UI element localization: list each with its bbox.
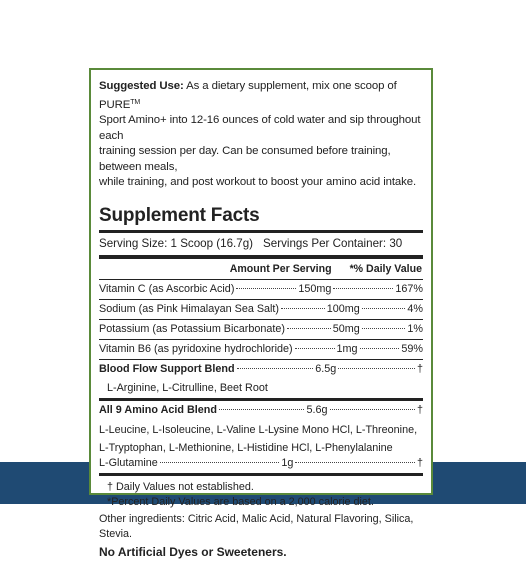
suggested-use-label: Suggested Use: xyxy=(99,80,184,92)
suggested-use-line3: training session per day. Can be consumed before training, between meals, xyxy=(99,145,391,173)
amino-blend-row xyxy=(99,401,423,420)
nutrient-name: Potassium (as Potassium Bicarbonate) xyxy=(99,322,286,335)
serving-size: Serving Size: 1 Scoop (16.7g) xyxy=(99,236,254,250)
nutrient-dv: 1% xyxy=(407,322,423,335)
nutrient-dv: 4% xyxy=(407,302,423,315)
blend-name: Blood Flow Support Blend xyxy=(99,362,235,375)
leader-dots xyxy=(362,328,406,329)
leader-dots xyxy=(295,462,415,463)
supplement-facts-panel xyxy=(99,205,423,560)
blend-dv: † xyxy=(417,362,424,375)
nutrient-dv: 59% xyxy=(401,342,423,355)
facts-header xyxy=(99,259,423,280)
nutrient-amount: 1mg xyxy=(336,342,358,355)
leader-dots xyxy=(362,308,406,309)
serving-info xyxy=(99,233,423,259)
leader-dots xyxy=(330,409,416,410)
nutrient-dv: 167% xyxy=(395,282,423,295)
dagger-note: † Daily Values not established. xyxy=(107,480,254,493)
supplement-label xyxy=(89,68,433,559)
blend-amount: 5.6g xyxy=(306,403,328,416)
other-ingredients: Other ingredients: Citric Acid, Malic Acid, Natural Flavoring, Silica, Stevia. xyxy=(99,512,414,540)
leader-dots xyxy=(237,368,314,369)
leader-dots xyxy=(295,348,335,349)
percent-note: *Percent Daily Values are based on a 2,000 calorie diet. xyxy=(107,495,374,508)
blood-flow-ingredients: L-Arginine, L-Citrulline, Beet Root xyxy=(99,379,423,401)
blend-amount: 6.5g xyxy=(315,362,337,375)
nutrient-amount: 150mg xyxy=(298,282,332,295)
glutamine-amount: 1g xyxy=(281,456,294,469)
leader-dots xyxy=(287,328,331,329)
nutrient-name: Sodium (as Pink Himalayan Sea Salt) xyxy=(99,302,280,315)
suggested-use-line1: As a dietary supplement, mix one scoop of PURE xyxy=(99,80,397,111)
header-amount: Amount Per Serving xyxy=(229,262,332,275)
suggested-use-line4: while training, and post workout to boost your amino acid intake. xyxy=(99,176,417,188)
leader-dots xyxy=(338,368,415,369)
trademark: TM xyxy=(130,98,141,106)
suggested-use xyxy=(99,79,423,191)
blood-flow-row xyxy=(99,360,423,379)
facts-title: Supplement Facts xyxy=(99,205,423,233)
leader-dots xyxy=(333,288,393,289)
header-dv: *% Daily Value xyxy=(349,262,422,275)
glutamine-name: L-Glutamine xyxy=(99,456,158,469)
amino-ingredients-line2: L-Tryptophan, L-Methionine, L-Histidine HCl, L-Phenylalanine xyxy=(99,441,393,454)
nutrient-amount: 100mg xyxy=(326,302,360,315)
nutrient-row xyxy=(99,300,423,320)
glutamine-dv: † xyxy=(416,456,423,469)
amino-ingredients-line1: L-Leucine, L-Isoleucine, L-Valine L-Lysine Mono HCl, L-Threonine, xyxy=(99,423,418,436)
leader-dots xyxy=(160,462,280,463)
nutrient-row xyxy=(99,320,423,340)
leader-dots xyxy=(236,288,296,289)
leader-dots xyxy=(219,409,305,410)
nutrient-name: Vitamin B6 (as pyridoxine hydrochloride) xyxy=(99,342,293,355)
servings-per-container: Servings Per Container: 30 xyxy=(263,236,403,250)
leader-dots xyxy=(281,308,325,309)
nutrient-name: Vitamin C (as Ascorbic Acid) xyxy=(99,282,235,295)
blend-name: All 9 Amino Acid Blend xyxy=(99,403,217,416)
no-artificial-statement: No Artificial Dyes or Sweeteners. xyxy=(99,544,287,559)
nutrient-row xyxy=(99,280,423,300)
suggested-use-line2: Sport Amino+ into 12-16 ounces of cold water and sip throughout each xyxy=(99,114,421,142)
glutamine-row xyxy=(99,456,423,476)
nutrient-amount: 50mg xyxy=(332,322,360,335)
nutrient-row xyxy=(99,340,423,360)
leader-dots xyxy=(360,348,400,349)
blend-dv: † xyxy=(417,403,424,416)
